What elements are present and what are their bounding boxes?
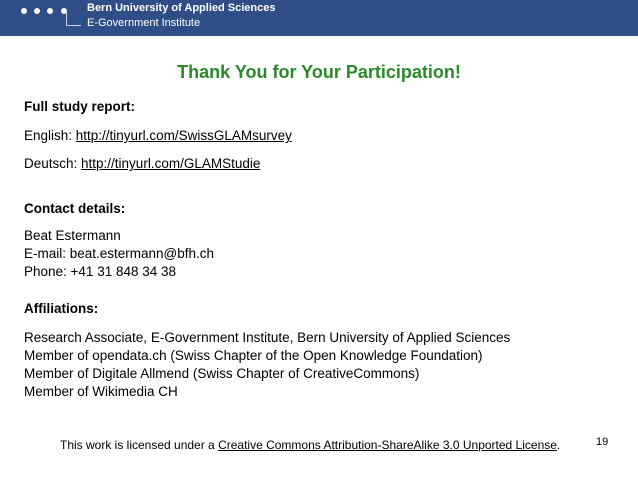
license-suffix: . — [556, 438, 561, 452]
dot-icon — [34, 8, 40, 14]
report-heading: Full study report: — [24, 99, 135, 114]
contact-heading: Contact details: — [24, 201, 126, 216]
report-deutsch-line — [24, 155, 260, 173]
contact-email: E-mail: beat.estermann@bfh.ch — [24, 246, 215, 261]
deutsch-label: Deutsch: — [24, 156, 82, 171]
english-label: English: — [24, 128, 76, 143]
page-number: 19 — [596, 436, 609, 448]
institution-name: Bern University of Applied Sciences — [87, 2, 276, 14]
contact-phone: Phone: +41 31 848 34 38 — [24, 264, 177, 279]
report-english-line — [24, 127, 292, 145]
dot-icon — [21, 8, 27, 14]
institute-name: E-Government Institute — [87, 17, 201, 29]
english-report-link[interactable]: http://tinyurl.com/SwissGLAMsurvey — [75, 128, 292, 143]
license-prefix: This work is licensed under a — [60, 438, 219, 452]
affiliation-item: Member of Wikimedia CH — [24, 384, 178, 399]
affiliation-item: Member of opendata.ch (Swiss Chapter of the Open Knowledge Foundation) — [24, 348, 483, 363]
slide-title: Thank You for Your Participation! — [177, 62, 461, 82]
contact-name: Beat Estermann — [24, 228, 121, 243]
license-notice — [60, 438, 560, 452]
dot-icon — [47, 8, 53, 14]
license-link[interactable]: Creative Commons Attribution-ShareAlike 3.0 Unported License — [218, 438, 557, 452]
slide-header — [0, 0, 638, 36]
affiliations-heading: Affiliations: — [24, 301, 99, 316]
deutsch-report-link[interactable]: http://tinyurl.com/GLAMStudie — [81, 156, 261, 171]
logo-connector-icon — [66, 11, 81, 26]
affiliation-item: Research Associate, E-Government Institute, Bern University of Applied Sciences — [24, 330, 511, 345]
affiliation-item: Member of Digitale Allmend (Swiss Chapter of CreativeCommons) — [24, 366, 420, 381]
